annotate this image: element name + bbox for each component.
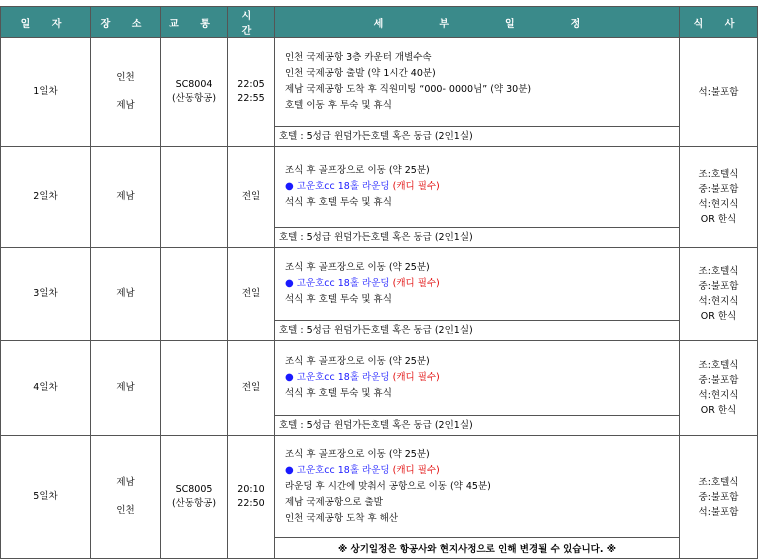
day1-row	[1, 38, 758, 127]
day2-schedule: 조식 후 골프장으로 이동 (약 25분) ● 고운호cc 18홀 라운딩 (캐디 필수) 석식 후 호텔 투숙 및 휴식	[275, 147, 680, 228]
day4-place: 제남	[91, 341, 161, 436]
schedule-notice: ※ 상기일정은 항공사와 현지사정으로 인해 변경될 수 있습니다. ※	[275, 538, 680, 559]
bullet-dot-icon: ●	[285, 278, 294, 289]
day5-day: 5일차	[1, 436, 91, 559]
day1-place: 인천 제남	[91, 38, 161, 147]
day4-time: 전일	[228, 341, 275, 436]
day4-transport	[161, 341, 228, 436]
day5-row	[1, 436, 758, 538]
day3-place: 제남	[91, 248, 161, 341]
day1-day: 1일차	[1, 38, 91, 147]
bullet-dot-icon: ●	[285, 372, 294, 383]
day2-day: 2일차	[1, 147, 91, 248]
day3-row	[1, 248, 758, 321]
day1-time: 22:05 22:55	[228, 38, 275, 147]
itinerary-table	[0, 6, 758, 559]
day3-time: 전일	[228, 248, 275, 341]
header-row	[1, 7, 758, 38]
day5-schedule: 조식 후 골프장으로 이동 (약 25분) ● 고운호cc 18홀 라운딩 (캐디 필수) 라운딩 후 시간에 맞춰서 공항으로 이동 (약 45분) 제남 국제공항으로 출발 인천 국제공항 도착 후 해산	[275, 436, 680, 538]
day5-transport: SC8005 (산동항공)	[161, 436, 228, 559]
day2-transport	[161, 147, 228, 248]
header-meal: 식 사	[680, 7, 758, 38]
day3-transport	[161, 248, 228, 341]
day4-day: 4일차	[1, 341, 91, 436]
day2-hotel: 호텔 : 5성급 윈덤가든호텔 혹은 동급 (2인1실)	[275, 228, 680, 248]
header-day: 일 자	[1, 7, 91, 38]
day3-schedule: 조식 후 골프장으로 이동 (약 25분) ● 고운호cc 18홀 라운딩 (캐디 필수) 석식 후 호텔 투숙 및 휴식	[275, 248, 680, 321]
day2-time: 전일	[228, 147, 275, 248]
day5-place: 제남 인천	[91, 436, 161, 559]
header-detail: 세 부 일 정	[275, 7, 680, 38]
day3-meal: 조:호텔식 중:불포함 석:현지식 OR 한식	[680, 248, 758, 341]
day1-transport: SC8004 (산동항공)	[161, 38, 228, 147]
day3-day: 3일차	[1, 248, 91, 341]
day4-hotel: 호텔 : 5성급 윈덤가든호텔 혹은 동급 (2인1실)	[275, 416, 680, 436]
bullet-dot-icon: ●	[285, 181, 294, 192]
header-place: 장 소	[91, 7, 161, 38]
day4-row	[1, 341, 758, 416]
day5-meal: 조:호텔식 중:불포함 석:불포함	[680, 436, 758, 559]
day5-time: 20:10 22:50	[228, 436, 275, 559]
bullet-dot-icon: ●	[285, 464, 294, 476]
header-transport: 교 통	[161, 7, 228, 38]
day4-schedule: 조식 후 골프장으로 이동 (약 25분) ● 고운호cc 18홀 라운딩 (캐디 필수) 석식 후 호텔 투숙 및 휴식	[275, 341, 680, 416]
day2-row	[1, 147, 758, 228]
day1-hotel: 호텔 : 5성급 윈덤가든호텔 혹은 동급 (2인1실)	[275, 127, 680, 147]
header-time: 시 간	[228, 7, 275, 38]
day2-meal: 조:호텔식 중:불포함 석:현지식 OR 한식	[680, 147, 758, 248]
day4-meal: 조:호텔식 중:불포함 석:현지식 OR 한식	[680, 341, 758, 436]
day3-hotel: 호텔 : 5성급 윈덤가든호텔 혹은 동급 (2인1실)	[275, 321, 680, 341]
day1-meal: 석:불포함	[680, 38, 758, 147]
day2-place: 제남	[91, 147, 161, 248]
day1-schedule: 인천 국제공항 3층 카운터 개별수속 인천 국제공항 출발 (약 1시간 40분) 제남 국제공항 도착 후 직원미팅 “000- 0000님” (약 30분) 호텔 이동 후 투숙 및 휴식	[275, 38, 680, 127]
